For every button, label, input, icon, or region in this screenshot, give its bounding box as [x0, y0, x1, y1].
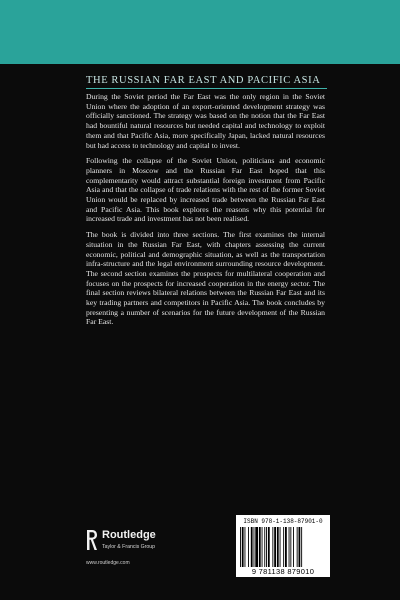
- barcode-bar: [264, 527, 265, 567]
- publisher-url: www.routledge.com: [86, 560, 130, 566]
- routledge-logo-icon: [86, 529, 98, 551]
- barcode-digits: 9 781138 879010: [251, 567, 315, 576]
- barcode-bar: [280, 527, 281, 567]
- barcode-bar: [299, 527, 301, 567]
- barcode-bar: [283, 527, 284, 567]
- publisher-tagline: Taylor & Francis Group: [102, 544, 156, 550]
- barcode-bar: [297, 527, 298, 567]
- barcode-bar: [240, 527, 241, 567]
- barcode-bar: [301, 527, 302, 567]
- barcode-bar: [262, 527, 263, 567]
- blurb-paragraph-1: During the Soviet period the Far East was the only region in the Soviet Union where the adoption of an export-oriented development strategy was officially sanctioned. The strategy was based on the notion that the Far East had bountiful natural resources but needed capital and technology to exploit them and that Pacific Asia, more specifically Japan, lacked natural resources but had access to technology and capital to invest.: [86, 92, 325, 150]
- barcode-bar: [268, 527, 270, 567]
- barcode-bar: [251, 527, 253, 567]
- barcode-bar: [242, 527, 244, 567]
- barcode-bar: [285, 527, 287, 567]
- barcode-bar: [266, 527, 267, 567]
- back-cover-blurb: [86, 92, 325, 333]
- barcode-bar: [254, 527, 255, 567]
- barcode-bar: [290, 527, 291, 567]
- barcode-bar: [274, 527, 276, 567]
- barcode-bar: [289, 527, 290, 567]
- book-title: THE RUSSIAN FAR EAST AND PACIFIC ASIA: [86, 75, 321, 86]
- barcode-bar: [277, 527, 279, 567]
- barcode-bar: [248, 527, 249, 567]
- publisher-block: [86, 529, 196, 569]
- barcode-bar: [259, 527, 261, 567]
- top-color-band: [0, 0, 400, 64]
- blurb-paragraph-2: Following the collapse of the Soviet Union, politicians and economic planners in Moscow and the Russian Far East hoped that this complementarity would attract substantial foreign investment from Pacific Asia and that the collapse of trade relations with the rest of the former Soviet Union would be replaced by increased trade between the Russian Far East and Pacific Asia. This book explores the reasons why this potential for increased trade and investment has not been realised.: [86, 156, 325, 224]
- barcode-bars: [240, 527, 326, 567]
- barcode-bar: [272, 527, 273, 567]
- barcode-bar: [245, 527, 246, 567]
- isbn-label: ISBN 978-1-138-87901-0: [243, 518, 323, 525]
- title-divider: [86, 88, 327, 89]
- barcode-bar: [255, 527, 258, 567]
- isbn-barcode: [236, 515, 330, 577]
- blurb-paragraph-3: The book is divided into three sections. The first examines the internal situation in the Russian Far East, with chapters assessing the current economic, political and demographic situation, as well as the transportation infra-structure and the legal environment surrounding resource development. The second section examines the prospects for multilateral cooperation and focuses on the prospects for increased cooperation in the energy sector. The final section reviews bilateral relations between the Russian Far East and its key trading partners and competitors in Pacific Asia. The book concludes by presenting a number of scenarios for the future development of the Russian Far East.: [86, 230, 325, 327]
- barcode-bar: [293, 527, 294, 567]
- publisher-name: Routledge: [102, 529, 156, 541]
